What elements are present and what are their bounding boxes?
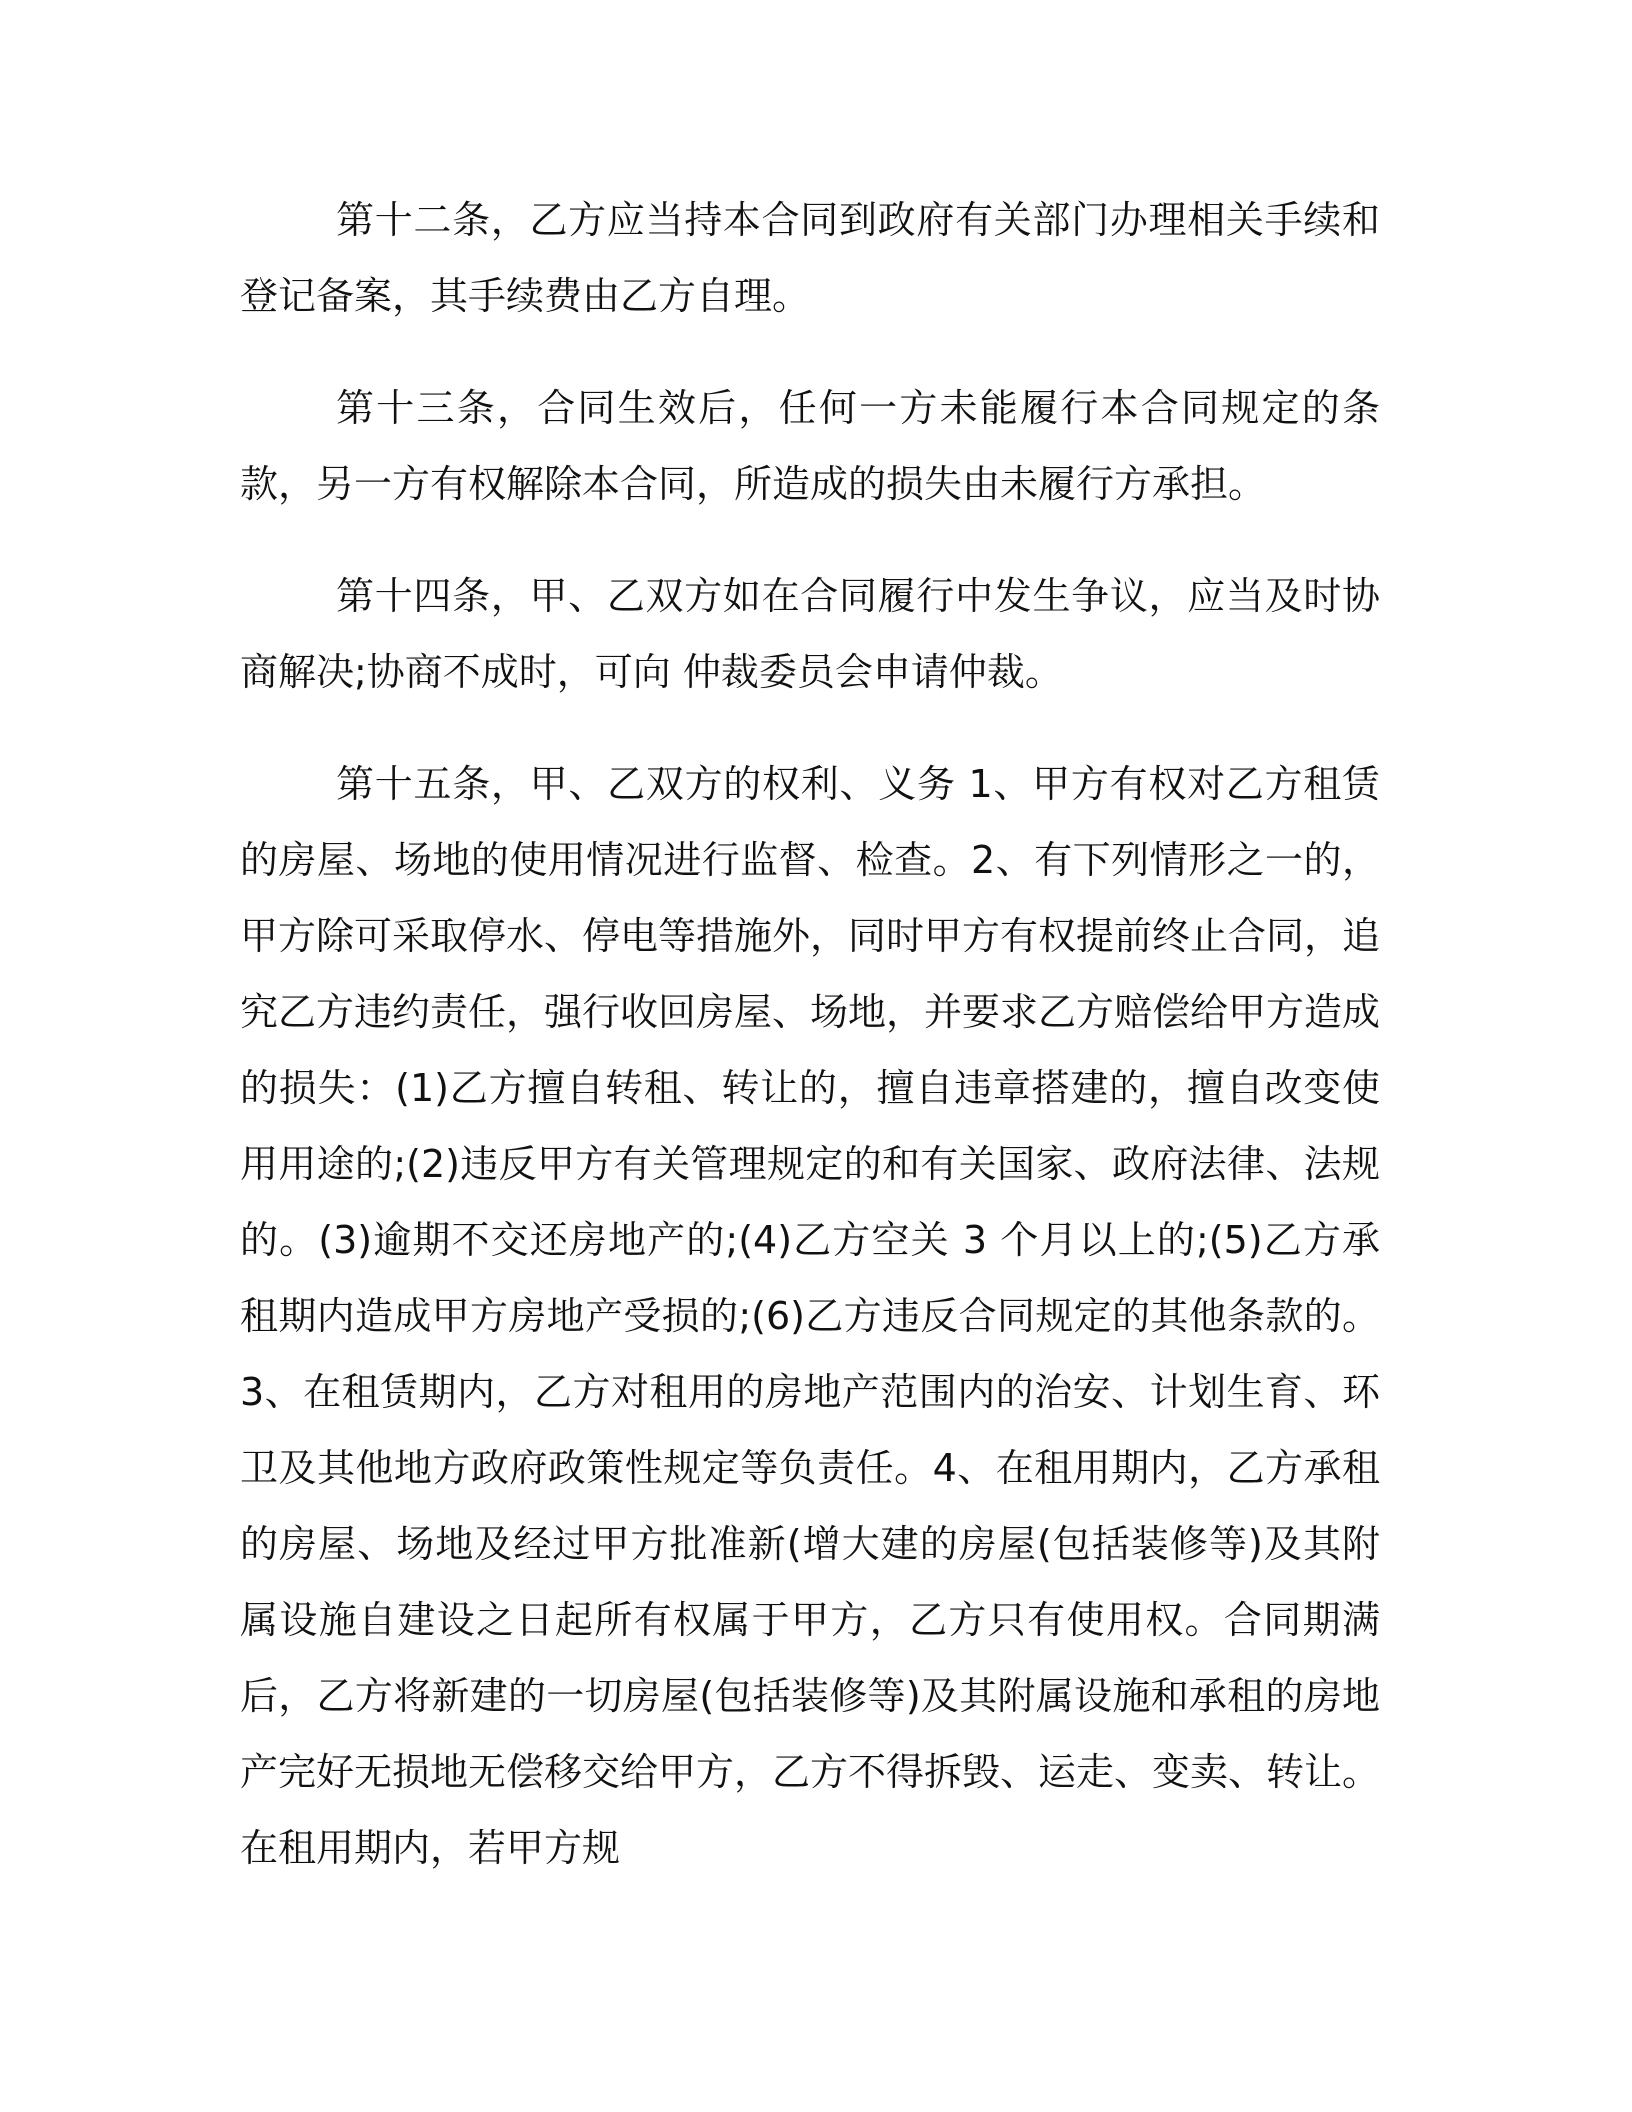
clause-15-paragraph: 第十五条，甲、乙双方的权利、义务 1、甲方有权对乙方租赁的房屋、场地的使用情况进行监督、检查。2、有下列情形之一的，甲方除可采取停水、停电等措施外，同时甲方有权提前终止合同，追究乙方违约责任，强行收回房屋、场地，并要求乙方赔偿给甲方造成的损失：(1)乙方擅自转租、转让的，擅自违章搭建的，擅自改变使用用途的;(2)违反甲方有关管理规定的和有关国家、政府法律、法规的。(3)逾期不交还房地产的;(4)乙方空关 3 个月以上的;(5)乙方承租期内造成甲方房地产受损的;(6)乙方违反合同规定的其他条款的。3、在租赁期内，乙方对租用的房地产范围内的治安、计划生育、环卫及其他地方政府政策性规定等负责任。4、在租用期内，乙方承租的房屋、场地及经过甲方批准新(增大建的房屋(包括装修等)及其附属设施自建设之日起所有权属于甲方，乙方只有使用权。合同期满后，乙方将新建的一切房屋(包括装修等)及其附属设施和承租的房地产完好无损地无偿移交给甲方，乙方不得拆毁、运走、变卖、转让。在租用期内，若甲方规 <box>240 762 1381 1870</box>
clause-14-paragraph: 第十四条，甲、乙双方如在合同履行中发生争议，应当及时协商解决;协商不成时，可向 仲裁委员会申请仲裁。 <box>240 574 1380 694</box>
clause-12-paragraph: 第十二条，乙方应当持本合同到政府有关部门办理相关手续和登记备案，其手续费由乙方自理。 <box>240 198 1380 318</box>
clause-13-paragraph: 第十三条，合同生效后，任何一方未能履行本合同规定的条款，另一方有权解除本合同，所造成的损失由未履行方承担。 <box>240 386 1380 506</box>
document-body <box>240 182 1380 1886</box>
